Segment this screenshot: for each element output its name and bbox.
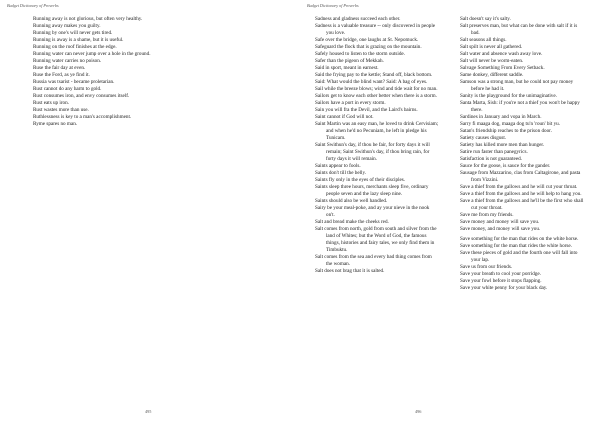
proverb-entry: Sanity is the playground for the unimaginative.: [460, 93, 557, 99]
proverb-entry: Save something for the man that rides the white horse.: [460, 243, 572, 249]
proverb-entry: Saints don't till the belly.: [315, 170, 366, 176]
proverb-entry: Ryme spares no man.: [33, 121, 78, 127]
proverb-entry: Russia was tsarist - became proletarian.: [33, 79, 115, 85]
proverb-entry: Same donkey, different saddle.: [460, 72, 524, 78]
proverb-entry: Save money, and money will save you.: [460, 226, 541, 232]
proverb-entry: Salt water and absence wash away love.: [460, 51, 543, 57]
proverb-entry: Salt does not brag that it is salted.: [315, 268, 385, 274]
proverb-entry: Rust cannot do any harm to gold.: [33, 86, 102, 92]
proverb-entry: Safe over the bridge, one laughs at St. Nepomuck.: [315, 37, 419, 43]
proverb-entry: Save something for the man that rides on the white horse.: [460, 236, 579, 242]
proverb-entry: Safeguard the flock that is grazing on the mountain.: [315, 44, 422, 50]
proverb-entry: Safely housed to listen to the storm outside.: [315, 51, 405, 57]
proverb-entry: Save us from our friends.: [460, 264, 513, 270]
proverb-entry: Saints should also be well handled.: [315, 198, 388, 204]
proverb-entry: Running water can never jump over a hole in the ground.: [33, 51, 151, 57]
proverb-entry: Salt spilt is never all gathered.: [460, 44, 523, 50]
proverb-column-2: [315, 16, 439, 275]
proverb-entry: Said: What would the blind want? Said: A bag of eyes.: [315, 79, 428, 85]
proverb-column-1: [33, 16, 157, 128]
proverb-entry: Salt seasons all things.: [460, 37, 507, 43]
proverb-entry: Said in sport, meant in earnest.: [315, 65, 379, 71]
proverb-entry: Salt will never be worm-eaten.: [460, 58, 524, 64]
proverb-entry: Save your white penny for your black day.: [460, 285, 548, 291]
right-page: [300, 0, 600, 424]
running-head: Budget Dictionary of Proverbs: [7, 3, 59, 8]
proverb-entry: Satiety causes disgust.: [460, 135, 507, 141]
proverb-entry: Samson was a strong man, but he could not pay money before he had it.: [460, 79, 574, 92]
proverb-entry: Rust eats up iron.: [33, 100, 69, 106]
proverb-entry: Salt and bread make the cheeks red.: [315, 219, 389, 225]
proverb-entry: Ruse the fair day at even.: [33, 65, 86, 71]
proverb-entry: Sailors get to know each other better when there is a storm.: [315, 93, 437, 99]
proverb-entry: Save me from my friends.: [460, 212, 514, 218]
proverb-entry: Salt doesn't say it's salty.: [460, 16, 511, 22]
proverb-entry: Running water carries no poison.: [33, 58, 102, 64]
proverb-entry: Salt preserves man, but what can be done with salt if it is bad.: [460, 23, 578, 36]
proverb-entry: Save these pieces of gold and the fourth one will fall into your lap.: [460, 250, 578, 263]
page-number: 495: [145, 409, 152, 414]
proverb-entry: Saints fly only in the eyes of their disciples.: [315, 177, 406, 183]
proverb-entry: Rust wastes more than use.: [33, 107, 89, 113]
proverb-entry: Ruse the Ford, as ye find it.: [33, 72, 90, 78]
proverb-entry: Running is away is a shame, but it is useful.: [33, 37, 124, 43]
proverb-entry: Sarry fi maaga dog, maaga dog tu'n 'roun' bit yu.: [460, 121, 560, 127]
proverb-entry: Sauce for the goose, is sauce for the gander.: [460, 163, 551, 169]
proverb-entry: Sail while the breeze blows; wind and tide wait for no man.: [315, 86, 438, 92]
proverb-entry: Sailors have a port in every storm.: [315, 100, 386, 106]
proverb-entry: Santa Marta, Sish: if you're not a thief you won't be happy there.: [460, 100, 580, 113]
proverb-entry: Save a thief from the gallows and he will help to hang you.: [460, 191, 582, 197]
proverb-entry: Rust consumes iron, and envy consumes itself.: [33, 93, 130, 99]
proverb-entry: Save your fowl before it stops flapping.: [460, 278, 542, 284]
proverb-entry: Salvage Something From Every Setback.: [460, 65, 545, 71]
proverb-entry: Salt comes from the sea and every bad thing comes from the woman.: [315, 254, 432, 267]
proverb-entry: Saints sleep three hours, merchants sleep five, ordinary people seven and the lazy sleep nine.: [315, 184, 429, 197]
proverb-entry: Save your breath to cool your porridge.: [460, 271, 541, 277]
proverb-entry: Sain you will fra the Devil, and the Laird's bairns.: [315, 107, 418, 113]
proverb-entry: Safer than the pigeon of Mekkah.: [315, 58, 384, 64]
proverb-entry: Satisfaction is not guaranteed.: [460, 156, 522, 162]
proverb-entry: Sadness is a valuable treasure -- only discovered in people you love.: [315, 23, 436, 36]
proverb-entry: Save a thief from the gallows and he will cut your throat.: [460, 184, 578, 190]
proverb-entry: Sadness and gladness succeed each other.: [315, 16, 401, 22]
proverb-entry: Saint cannot if God will not.: [315, 114, 374, 120]
proverb-entry: Saint Martin was an easy man, he loved to drink Cervisiam; and when he'd no Pecuniam, he left in pledge his Tunicam.: [315, 121, 439, 141]
proverb-entry: Save money and money will save you.: [460, 219, 540, 225]
proverb-entry: Running away makes you guilty.: [33, 23, 101, 29]
running-head: Budget Dictionary of Proverbs: [307, 3, 359, 8]
proverb-entry: Ruthlessness is key to a man's accomplishment.: [33, 114, 132, 120]
proverb-entry: Running by one's will never gets tired.: [33, 30, 113, 36]
proverb-entry: Running away is not glorious, but often very healthy.: [33, 16, 143, 22]
proverb-entry: Sausage from Mazzarino, clas from Caltagirone, and pasta from Vizzini.: [460, 170, 581, 183]
proverb-entry: Saint Swithun's day, if thou be fair, for forty days it will remain; Saint Swithun's day, if thou bring rain, for forty days it will remain.: [315, 142, 430, 162]
proverb-entry: Sairy be your meal-poke, and ay your nieve in the nook on't.: [315, 205, 430, 218]
proverb-entry: Salt comes from north, gold from south and silver from the land of Whites; but the Word of God, the famous things, histories and fairy tales, we only find them in Timbuktu.: [315, 226, 437, 253]
proverb-column-3: [460, 16, 584, 292]
proverb-entry: Satire run faster than panegyrics.: [460, 149, 528, 155]
proverb-entry: Saints appear to fools.: [315, 163, 361, 169]
proverb-entry: Said the frying pay to the kettle; Stand off, black bottom.: [315, 72, 433, 78]
page-number: 496: [415, 409, 422, 414]
proverb-entry: Save a thief from the gallows and he'll be the first who shall cut your throat.: [460, 198, 584, 211]
proverb-entry: Sardines in January and vopa in March.: [460, 114, 542, 120]
proverb-entry: Satan's friendship reaches to the prison door.: [460, 128, 552, 134]
proverb-entry: Satiety has killed more men than hunger.: [460, 142, 545, 148]
proverb-entry: Running on the roof finishes at the edge.: [33, 44, 117, 50]
